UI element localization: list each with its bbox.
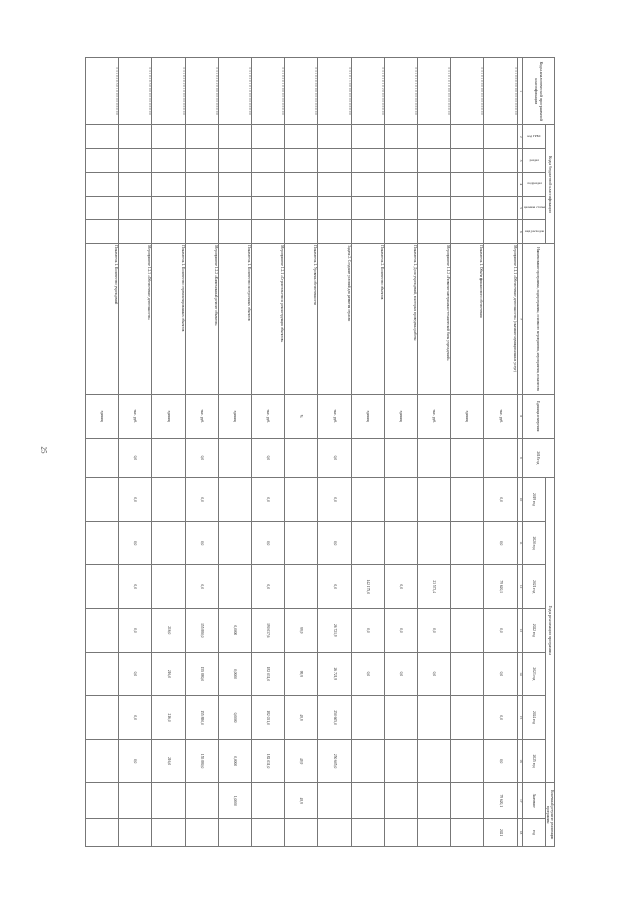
row-year-value: 0,0 <box>185 478 218 522</box>
row-year-value: 0,0 <box>119 565 152 609</box>
table-row <box>451 58 484 847</box>
row-year-value: 0,0 <box>119 608 152 652</box>
row-name: Показатель 2. Количество объектов <box>351 244 384 395</box>
row-year-value <box>451 652 484 696</box>
row-unit: тыс. руб. <box>418 394 451 438</box>
row-name: Мероприятие 1.1.2 «Развитие материально-технической базы учреждений» <box>418 244 451 395</box>
column-number: 10 <box>517 478 522 522</box>
row-final-year <box>152 819 185 847</box>
row-unit: единиц <box>152 394 185 438</box>
row-budget-code-cell <box>285 196 318 220</box>
row-unit: % <box>285 394 318 438</box>
row-final-value <box>185 783 218 819</box>
row-budget-code-cell <box>252 196 285 220</box>
row-final-value: 49,9 <box>285 783 318 819</box>
row-program-code: 0 3 1 0 1 0 1 0 0 0 0 0 0 0 0 0 0 0 0 <box>418 58 451 125</box>
row-base-value <box>285 438 318 478</box>
table-row <box>484 58 517 847</box>
column-number: 7 <box>517 244 522 395</box>
row-name: Показатель 1. Количество отремонтированных объектов <box>152 244 185 395</box>
column-number: 18 <box>517 819 522 847</box>
row-budget-code-cell <box>351 172 384 196</box>
column-number: 4 <box>517 172 522 196</box>
row-year-value <box>451 565 484 609</box>
row-year-value: 182 031,0 <box>252 652 285 696</box>
row-budget-code-cell <box>285 172 318 196</box>
row-program-code: 0 3 1 0 1 1 0 0 0 0 0 0 0 0 0 0 0 0 0 <box>318 58 351 125</box>
row-final-year: 2021 <box>484 819 517 847</box>
header-name: Наименование программы, подпрограммы, основного мероприятия, мероприятия, показателя <box>522 244 554 395</box>
row-year-value <box>351 739 384 783</box>
row-budget-code-cell <box>384 220 417 244</box>
column-number: 14 <box>517 652 522 696</box>
row-final-value <box>252 783 285 819</box>
row-year-value <box>152 521 185 565</box>
row-budget-code-cell <box>484 172 517 196</box>
row-year-value <box>384 478 417 522</box>
table-row <box>119 58 152 847</box>
row-budget-code-cell <box>218 125 251 149</box>
column-number: 2 <box>517 125 522 149</box>
row-year-value: 0,0 <box>484 478 517 522</box>
program-table-sheet <box>85 57 555 847</box>
row-final-value <box>119 783 152 819</box>
header-final-year: год <box>522 819 545 847</box>
table-row <box>318 58 351 847</box>
table-row <box>384 58 417 847</box>
header-year-2022: 2022 год <box>522 608 545 652</box>
row-year-value <box>218 478 251 522</box>
row-budget-code-cell <box>318 220 351 244</box>
column-number: 8 <box>517 394 522 438</box>
row-budget-code-cell <box>218 149 251 173</box>
row-budget-code-cell <box>119 172 152 196</box>
row-budget-code-cell <box>418 196 451 220</box>
row-year-value <box>86 739 119 783</box>
table-row <box>86 58 119 847</box>
row-final-value <box>351 783 384 819</box>
row-budget-code-cell <box>418 220 451 244</box>
row-base-value <box>218 438 251 478</box>
row-budget-code-cell <box>152 125 185 149</box>
row-base-value <box>451 438 484 478</box>
column-number: 3 <box>517 149 522 173</box>
table-row <box>351 58 384 847</box>
row-budget-code-cell <box>418 125 451 149</box>
table-body <box>86 58 518 847</box>
row-budget-code-cell <box>185 172 218 196</box>
row-year-value <box>218 521 251 565</box>
row-year-value: 0,0 <box>185 565 218 609</box>
row-final-value <box>451 783 484 819</box>
row-year-value <box>451 696 484 740</box>
row-budget-code-cell <box>418 172 451 196</box>
row-name: Показатель 1. Уровень обеспеченности <box>285 244 318 395</box>
column-number-row <box>517 58 522 847</box>
row-budget-code-cell <box>451 172 484 196</box>
row-name: Мероприятие 1.2.3 «Обеспечение деятельности» <box>119 244 152 395</box>
row-budget-code-cell <box>218 220 251 244</box>
header-implementation-years: Годы реализации программы <box>545 478 554 783</box>
row-unit: тыс. руб. <box>252 394 285 438</box>
row-program-code: 0 3 1 0 2 0 3 0 0 0 0 0 0 0 0 0 0 0 0 <box>119 58 152 125</box>
row-budget-code-cell <box>252 172 285 196</box>
row-name: Мероприятие 1.2.2 «Капитальный ремонт объектов» <box>185 244 218 395</box>
table-row <box>252 58 285 847</box>
page-number: 25 <box>39 446 48 454</box>
header-program-codes: Коды аналитической программной классификации <box>522 58 554 125</box>
row-final-year <box>119 819 152 847</box>
header-year-2024: 2024 год <box>522 696 545 740</box>
row-year-value: 0,0000 <box>218 739 251 783</box>
row-unit: тыс. руб. <box>318 394 351 438</box>
row-base-value <box>152 438 185 478</box>
row-base-value: 0,0 <box>318 438 351 478</box>
row-year-value: 0,0 <box>252 478 285 522</box>
row-year-value: 0,0 <box>119 696 152 740</box>
row-budget-code-cell <box>384 149 417 173</box>
table-row <box>285 58 318 847</box>
row-final-year <box>318 819 351 847</box>
row-final-year <box>351 819 384 847</box>
row-budget-code-cell <box>285 149 318 173</box>
row-year-value: 0,0 <box>384 652 417 696</box>
header-year-2023: 2023 год <box>522 652 545 696</box>
row-budget-code-cell <box>318 196 351 220</box>
row-year-value: 49,9 <box>285 739 318 783</box>
row-budget-code-cell <box>384 125 417 149</box>
row-year-value: 0,0 <box>484 652 517 696</box>
row-budget-code-cell <box>119 125 152 149</box>
row-final-year <box>384 819 417 847</box>
column-number: 6 <box>517 220 522 244</box>
row-unit: тыс. руб. <box>185 394 218 438</box>
row-budget-code-cell <box>86 172 119 196</box>
column-number: 17 <box>517 783 522 819</box>
row-final-year <box>285 819 318 847</box>
row-unit: единиц <box>451 394 484 438</box>
row-base-value <box>384 438 417 478</box>
row-budget-code-cell <box>218 196 251 220</box>
row-year-value <box>86 696 119 740</box>
row-base-value <box>86 438 119 478</box>
row-budget-code-cell <box>285 220 318 244</box>
row-year-value <box>86 565 119 609</box>
column-number: 1 <box>517 58 522 125</box>
header-unit: Единица измерения <box>522 394 554 438</box>
row-budget-code-cell <box>351 149 384 173</box>
table-row <box>418 58 451 847</box>
row-year-value: 0,0000 <box>218 652 251 696</box>
row-unit: единиц <box>218 394 251 438</box>
row-name: Мероприятие 1.2.1 «Строительство и реконструкция объектов» <box>252 244 285 395</box>
row-unit: единиц <box>351 394 384 438</box>
table-row <box>152 58 185 847</box>
row-budget-code-cell <box>252 149 285 173</box>
header-grbs: код ГРБС <box>522 125 545 149</box>
row-year-value <box>152 478 185 522</box>
header-year-2025: 2025 год <box>522 739 545 783</box>
row-budget-code-cell <box>451 220 484 244</box>
row-year-value: 0,0 <box>484 739 517 783</box>
row-year-value <box>351 521 384 565</box>
row-budget-code-cell <box>418 149 451 173</box>
row-budget-code-cell <box>86 196 119 220</box>
row-budget-code-cell <box>318 172 351 196</box>
row-final-value <box>152 783 185 819</box>
row-year-value <box>285 521 318 565</box>
row-year-value: 26 721,9 <box>318 608 351 652</box>
column-number: 12 <box>517 565 522 609</box>
row-year-value: 0,0 <box>185 521 218 565</box>
row-year-value: 216,0 <box>152 652 185 696</box>
row-final-value <box>384 783 417 819</box>
row-year-value: 26 721,9 <box>318 652 351 696</box>
row-name: Мероприятие 1.1.1 «Обеспечение деятельности» (оказание муниципальных услуг) <box>484 244 517 395</box>
row-budget-code-cell <box>351 220 384 244</box>
row-final-year <box>252 819 285 847</box>
row-budget-code-cell <box>318 125 351 149</box>
row-year-value: 79 620,1 <box>484 565 517 609</box>
row-final-value: 79 620,1 <box>484 783 517 819</box>
row-program-code: 0 3 1 0 2 0 1 0 1 0 0 0 0 0 0 0 0 0 0 <box>218 58 251 125</box>
row-budget-code-cell <box>119 220 152 244</box>
row-year-value: 0,0000 <box>218 608 251 652</box>
row-year-value: 0,0 <box>418 608 451 652</box>
row-budget-code-cell <box>451 196 484 220</box>
row-budget-code-cell <box>384 172 417 196</box>
row-program-code: 0 3 1 0 0 0 0 0 0 0 0 0 0 0 0 0 0 0 0 <box>484 58 517 125</box>
row-year-value: 155 880,0 <box>185 652 218 696</box>
row-year-value <box>285 565 318 609</box>
row-budget-code-cell <box>218 172 251 196</box>
row-year-value <box>86 608 119 652</box>
row-budget-code-cell <box>484 196 517 220</box>
row-year-value: 0,0 <box>318 565 351 609</box>
row-budget-code-cell <box>152 149 185 173</box>
column-number: 16 <box>517 739 522 783</box>
row-year-value <box>384 739 417 783</box>
row-year-value <box>285 478 318 522</box>
row-year-value: 0,0 <box>119 478 152 522</box>
row-budget-code-cell <box>185 149 218 173</box>
row-name: Показатель 1. Доля учреждений, в которых проведены работы <box>384 244 417 395</box>
row-year-value <box>418 478 451 522</box>
row-year-value: 216,0 <box>152 608 185 652</box>
row-year-value <box>451 608 484 652</box>
row-year-value: 0,0 <box>484 521 517 565</box>
row-final-value: 1,0000 <box>218 783 251 819</box>
row-base-value: 0,0 <box>252 438 285 478</box>
row-year-value <box>86 652 119 696</box>
row-budget-code-cell <box>252 220 285 244</box>
program-table <box>85 57 555 847</box>
row-name: Показатель 1. Объём финансового обеспечения <box>451 244 484 395</box>
header-final-value: Конечный результат реализации программы <box>545 783 554 847</box>
row-budget-code-cell <box>119 196 152 220</box>
row-year-value: 0,0 <box>252 565 285 609</box>
row-year-value: 0,0 <box>318 521 351 565</box>
row-year-value: 0,0 <box>119 652 152 696</box>
row-year-value: 0,0 <box>484 696 517 740</box>
row-budget-code-cell <box>119 149 152 173</box>
row-program-code: 0 3 1 0 2 0 3 0 1 0 0 0 0 0 0 0 0 0 0 <box>86 58 119 125</box>
header-final-value-label: Значение <box>522 783 545 819</box>
row-unit: тыс. руб. <box>484 394 517 438</box>
row-year-value: 0,0 <box>119 739 152 783</box>
header-budget-codes: Коды бюджетной классификации <box>545 125 554 244</box>
row-budget-code-cell <box>285 125 318 149</box>
header-year-2021: 2021 год <box>522 565 545 609</box>
row-year-value: 0,0 <box>384 565 417 609</box>
row-year-value: 216,0 <box>152 696 185 740</box>
row-year-value: 99,9 <box>285 652 318 696</box>
row-budget-code-cell <box>86 149 119 173</box>
row-year-value: 0,0 <box>351 608 384 652</box>
row-budget-code-cell <box>351 125 384 149</box>
row-year-value <box>218 565 251 609</box>
row-budget-code-cell <box>484 125 517 149</box>
row-year-value: 49,9 <box>285 696 318 740</box>
row-year-value <box>384 521 417 565</box>
row-year-value: 182 031,0 <box>252 739 285 783</box>
header-year-2020: 2020 год <box>522 521 545 565</box>
row-program-code: 0 3 1 0 1 0 0 0 0 0 0 0 0 0 0 0 0 0 0 <box>451 58 484 125</box>
row-program-code: 0 3 1 0 2 0 0 0 0 0 0 0 0 0 0 0 0 0 0 <box>285 58 318 125</box>
row-year-value: 142 175,0 <box>351 565 384 609</box>
row-budget-code-cell <box>185 220 218 244</box>
row-program-code: 0 3 1 0 1 0 1 0 2 0 0 0 0 0 0 0 0 0 0 <box>351 58 384 125</box>
column-number: 13 <box>517 608 522 652</box>
row-year-value: 0,0 <box>418 652 451 696</box>
row-year-value: 155 880,0 <box>185 608 218 652</box>
row-budget-code-cell <box>185 196 218 220</box>
row-budget-code-cell <box>86 220 119 244</box>
row-budget-code-cell <box>484 149 517 173</box>
row-program-code: 0 3 1 0 2 0 1 0 0 0 0 0 0 0 0 0 0 0 0 <box>252 58 285 125</box>
row-year-value <box>418 521 451 565</box>
row-base-value: 0,0 <box>185 438 218 478</box>
column-number: 5 <box>517 196 522 220</box>
row-base-value: 0,0 <box>119 438 152 478</box>
row-name: Показатель 1. Количество построенных объектов <box>218 244 251 395</box>
row-year-value: 0,0 <box>384 608 417 652</box>
row-year-value <box>418 696 451 740</box>
row-budget-code-cell <box>451 125 484 149</box>
row-year-value: 0,0 <box>119 521 152 565</box>
row-unit: единиц <box>384 394 417 438</box>
row-base-value <box>484 438 517 478</box>
row-year-value: 216,0 <box>152 739 185 783</box>
row-budget-code-cell <box>351 196 384 220</box>
row-year-value <box>451 739 484 783</box>
row-unit: тыс. руб. <box>119 394 152 438</box>
table-row <box>185 58 218 847</box>
header-year-2019: 2019 год <box>522 478 545 522</box>
row-year-value <box>351 478 384 522</box>
row-year-value: 190 037,6 <box>252 608 285 652</box>
row-year-value: 99,9 <box>285 608 318 652</box>
row-unit: единиц <box>86 394 119 438</box>
row-program-code: 0 3 1 0 2 0 2 0 0 0 0 0 0 0 0 0 0 0 0 <box>185 58 218 125</box>
row-budget-code-cell <box>384 196 417 220</box>
row-budget-code-cell <box>86 125 119 149</box>
row-budget-code-cell <box>252 125 285 149</box>
row-final-year <box>451 819 484 847</box>
row-year-value <box>152 565 185 609</box>
header-subsection: подраздел <box>522 172 545 196</box>
row-base-value <box>351 438 384 478</box>
row-final-value <box>318 783 351 819</box>
header-section: раздел <box>522 149 545 173</box>
row-budget-code-cell <box>484 220 517 244</box>
row-base-value <box>418 438 451 478</box>
row-final-year <box>86 819 119 847</box>
row-year-value: 0,0 <box>484 608 517 652</box>
row-year-value <box>86 521 119 565</box>
row-year-value <box>418 739 451 783</box>
row-year-value: 0,0 <box>252 521 285 565</box>
row-year-value <box>351 696 384 740</box>
row-year-value: 155 880,0 <box>185 696 218 740</box>
row-budget-code-cell <box>152 172 185 196</box>
row-year-value: 250 605,0 <box>318 739 351 783</box>
row-year-value <box>384 696 417 740</box>
column-number: 9 <box>517 438 522 478</box>
column-number: 15 <box>517 696 522 740</box>
row-program-code: 0 3 1 0 2 0 2 0 1 0 0 0 0 0 0 0 0 0 0 <box>152 58 185 125</box>
table-row <box>218 58 251 847</box>
row-year-value: 0,0000 <box>218 696 251 740</box>
row-year-value: 0,0 <box>351 652 384 696</box>
row-year-value: 23 573,4 <box>418 565 451 609</box>
header-base-year: 2018 год <box>522 438 554 478</box>
row-year-value <box>451 521 484 565</box>
row-name: Задача 2. Создание условий для развития отрасли <box>318 244 351 395</box>
row-budget-code-cell <box>152 220 185 244</box>
row-budget-code-cell <box>185 125 218 149</box>
row-program-code: 0 3 1 0 1 0 1 0 1 0 0 0 0 0 0 0 0 0 0 <box>384 58 417 125</box>
row-budget-code-cell <box>152 196 185 220</box>
header-target-article: целевая статья <box>522 196 545 220</box>
row-name: Показатель 1. Количество учреждений <box>86 244 119 395</box>
row-final-year <box>418 819 451 847</box>
row-year-value: 250 605,0 <box>318 696 351 740</box>
row-year-value: 0,0 <box>318 478 351 522</box>
column-number: 11 <box>517 521 522 565</box>
row-final-value <box>418 783 451 819</box>
row-year-value: 182 031,0 <box>252 696 285 740</box>
header-row-1 <box>545 58 554 847</box>
row-budget-code-cell <box>451 149 484 173</box>
row-year-value <box>86 478 119 522</box>
row-final-year <box>185 819 218 847</box>
row-budget-code-cell <box>318 149 351 173</box>
row-final-value <box>86 783 119 819</box>
row-year-value: 155 880,0 <box>185 739 218 783</box>
header-expense-type: вид расходов <box>522 220 545 244</box>
row-final-year <box>218 819 251 847</box>
row-year-value <box>451 478 484 522</box>
